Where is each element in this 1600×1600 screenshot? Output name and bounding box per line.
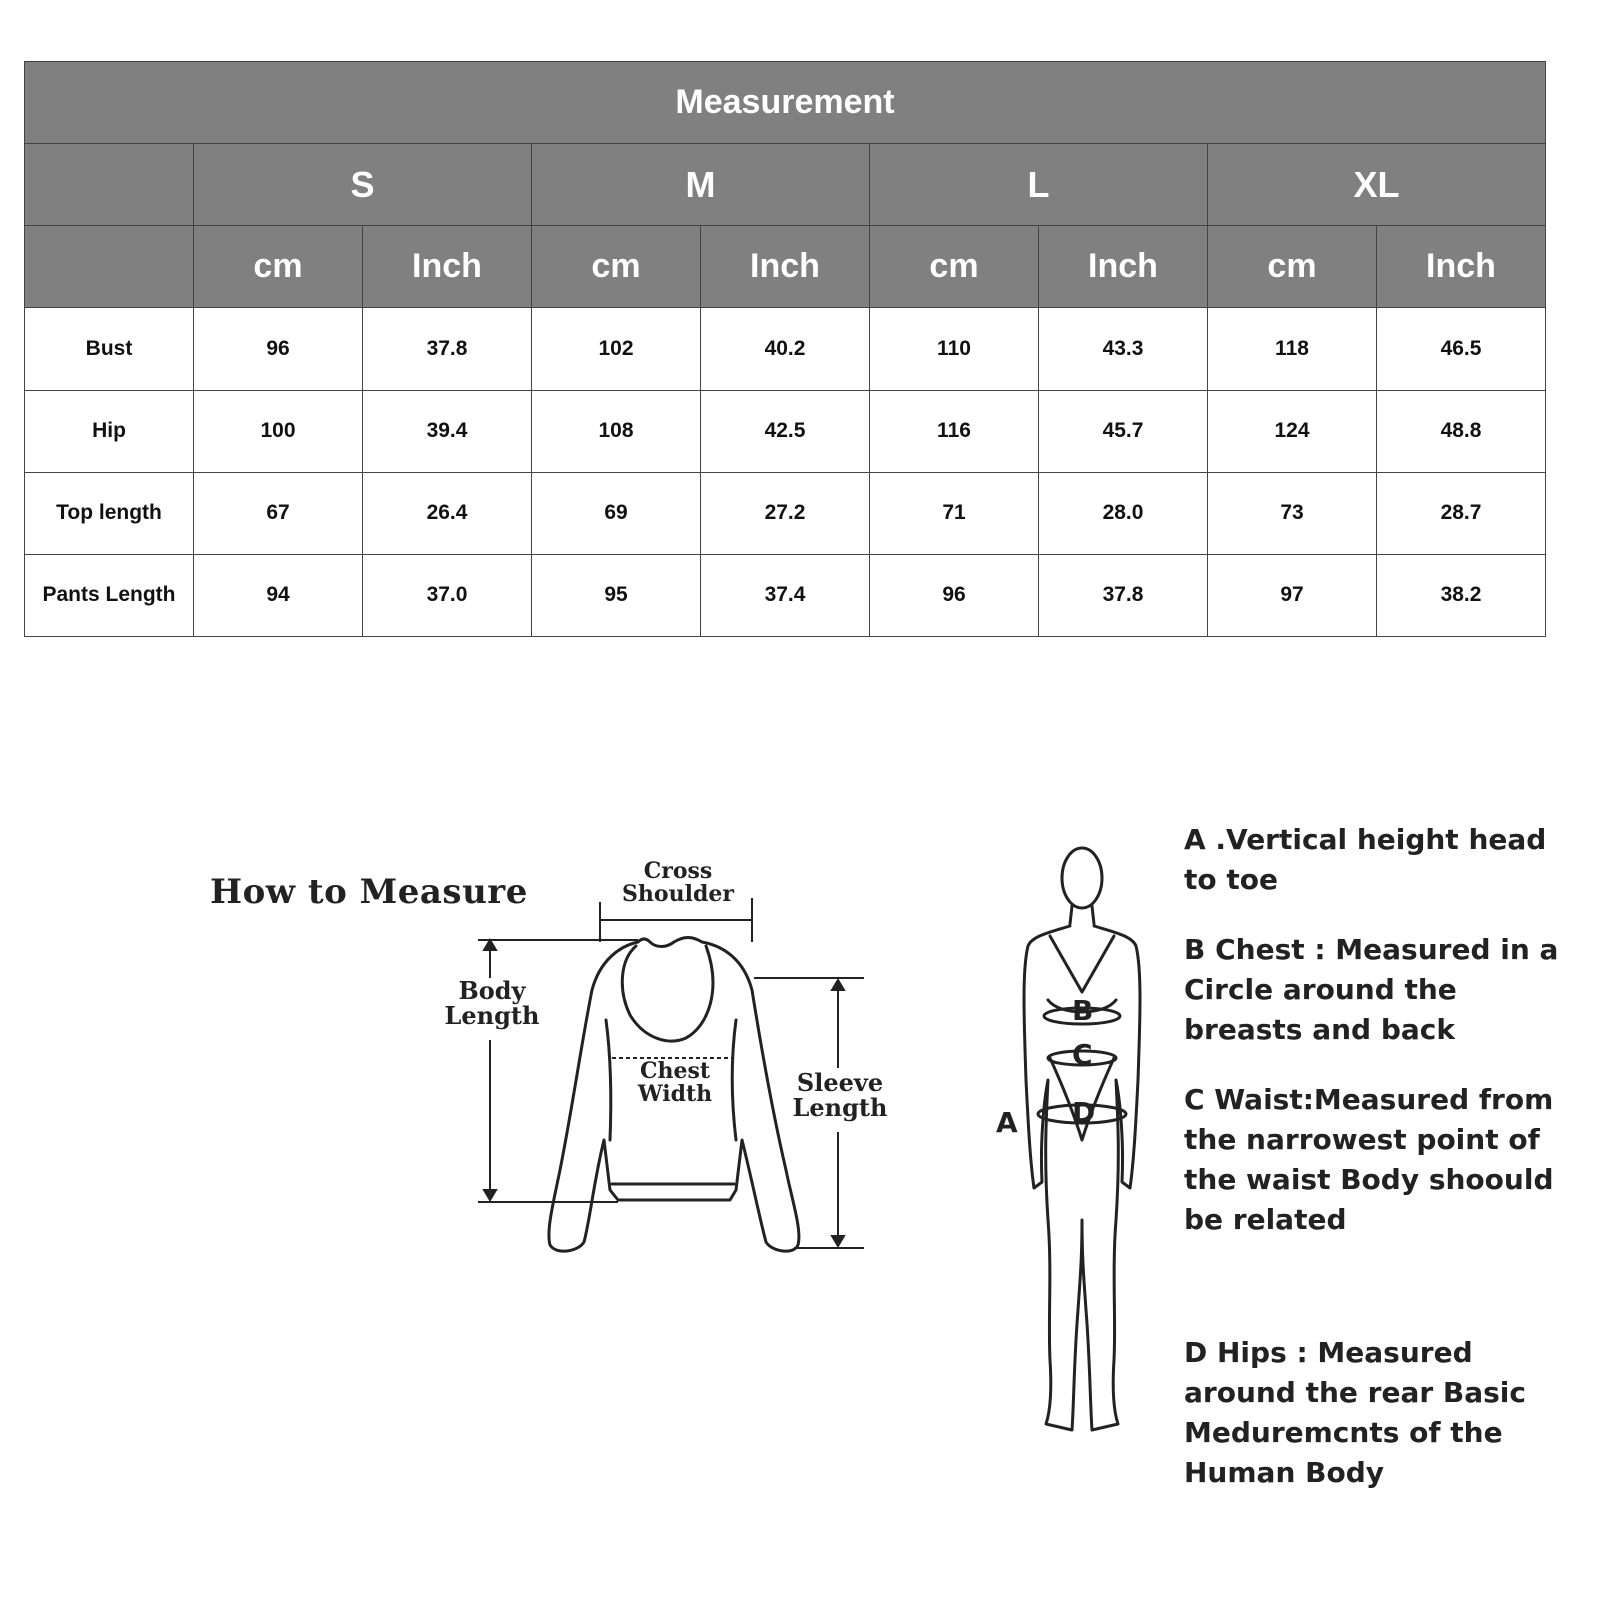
- table-row: [25, 308, 1546, 390]
- letter-b-label: B: [1072, 994, 1094, 1027]
- letter-d-label: D: [1072, 1096, 1096, 1129]
- how-to-measure-title: How to Measure: [210, 872, 528, 912]
- table-title-row: [25, 62, 1546, 144]
- body-length-arrow-top: [484, 940, 496, 950]
- row-label: Top length: [25, 472, 194, 554]
- sleeve-arrow-top: [832, 980, 844, 990]
- size-header-l: L: [870, 144, 1208, 226]
- table-cell: 39.4: [363, 390, 532, 472]
- size-header-xl: XL: [1208, 144, 1546, 226]
- table-row: [25, 390, 1546, 472]
- unit-header-row: [25, 226, 1546, 308]
- table-cell: 95: [532, 554, 701, 636]
- unit-header: Inch: [1377, 226, 1546, 308]
- table-title: Measurement: [25, 62, 1546, 144]
- size-header-row: [25, 144, 1546, 226]
- unit-header: cm: [194, 226, 363, 308]
- table-cell: 96: [870, 554, 1039, 636]
- row-label: Pants Length: [25, 554, 194, 636]
- unit-header: Inch: [363, 226, 532, 308]
- table-cell: 37.0: [363, 554, 532, 636]
- table-cell: 40.2: [701, 308, 870, 390]
- table-cell: 67: [194, 472, 363, 554]
- sleeve-length-label: Sleeve Length: [792, 1068, 888, 1123]
- table-cell: 48.8: [1377, 390, 1546, 472]
- body-figure-diagram: [990, 840, 1160, 1450]
- blank-header-cell: [25, 144, 194, 226]
- table-cell: 102: [532, 308, 701, 390]
- unit-header: cm: [870, 226, 1039, 308]
- note-vertical-height: A .Vertical height head to toe: [1184, 823, 1547, 896]
- table-cell: 26.4: [363, 472, 532, 554]
- body-length-label: Body Length: [444, 976, 540, 1031]
- body-length-arrow-bottom: [484, 1190, 496, 1200]
- table-cell: 69: [532, 472, 701, 554]
- row-label: Hip: [25, 390, 194, 472]
- note-chest: B Chest : Measured in a Circle around the breasts and back: [1184, 933, 1559, 1046]
- table-row: [25, 472, 1546, 554]
- unit-header: Inch: [701, 226, 870, 308]
- sleeve-arrow-bottom: [832, 1236, 844, 1246]
- blank-header-cell: [25, 226, 194, 308]
- table-cell: 37.4: [701, 554, 870, 636]
- head-outline: [1062, 848, 1102, 908]
- table-cell: 96: [194, 308, 363, 390]
- table-cell: 108: [532, 390, 701, 472]
- table-cell: 42.5: [701, 390, 870, 472]
- chest-width-label: Chest Width: [637, 1058, 713, 1108]
- table-cell: 37.8: [1039, 554, 1208, 636]
- table-cell: 45.7: [1039, 390, 1208, 472]
- letter-c-label: C: [1072, 1038, 1093, 1071]
- table-cell: 37.8: [363, 308, 532, 390]
- table-cell: 71: [870, 472, 1039, 554]
- table-cell: 118: [1208, 308, 1377, 390]
- shirt-neckline: [622, 946, 713, 1041]
- size-chart-table: [24, 61, 1546, 637]
- table-cell: 124: [1208, 390, 1377, 472]
- table-cell: 94: [194, 554, 363, 636]
- table-cell: 97: [1208, 554, 1377, 636]
- size-header-m: M: [532, 144, 870, 226]
- table-cell: 27.2: [701, 472, 870, 554]
- table-cell: 116: [870, 390, 1039, 472]
- unit-header: Inch: [1039, 226, 1208, 308]
- table-cell: 28.0: [1039, 472, 1208, 554]
- unit-header: cm: [1208, 226, 1377, 308]
- letter-a-label: A: [996, 1106, 1018, 1139]
- table-cell: 110: [870, 308, 1039, 390]
- row-label: Bust: [25, 308, 194, 390]
- table-cell: 100: [194, 390, 363, 472]
- table-cell: 43.3: [1039, 308, 1208, 390]
- size-header-s: S: [194, 144, 532, 226]
- cross-shoulder-label: Cross Shoulder: [622, 858, 734, 908]
- table-cell: 73: [1208, 472, 1377, 554]
- table-cell: 38.2: [1377, 554, 1546, 636]
- table-cell: 46.5: [1377, 308, 1546, 390]
- note-hips: D Hips : Measured around the rear Basic Meduremcnts of the Human Body: [1184, 1336, 1527, 1489]
- table-cell: 28.7: [1377, 472, 1546, 554]
- note-waist: C Waist:Measured from the narrowest point of the waist Body shoould be related: [1184, 1083, 1554, 1236]
- unit-header: cm: [532, 226, 701, 308]
- table-row: [25, 554, 1546, 636]
